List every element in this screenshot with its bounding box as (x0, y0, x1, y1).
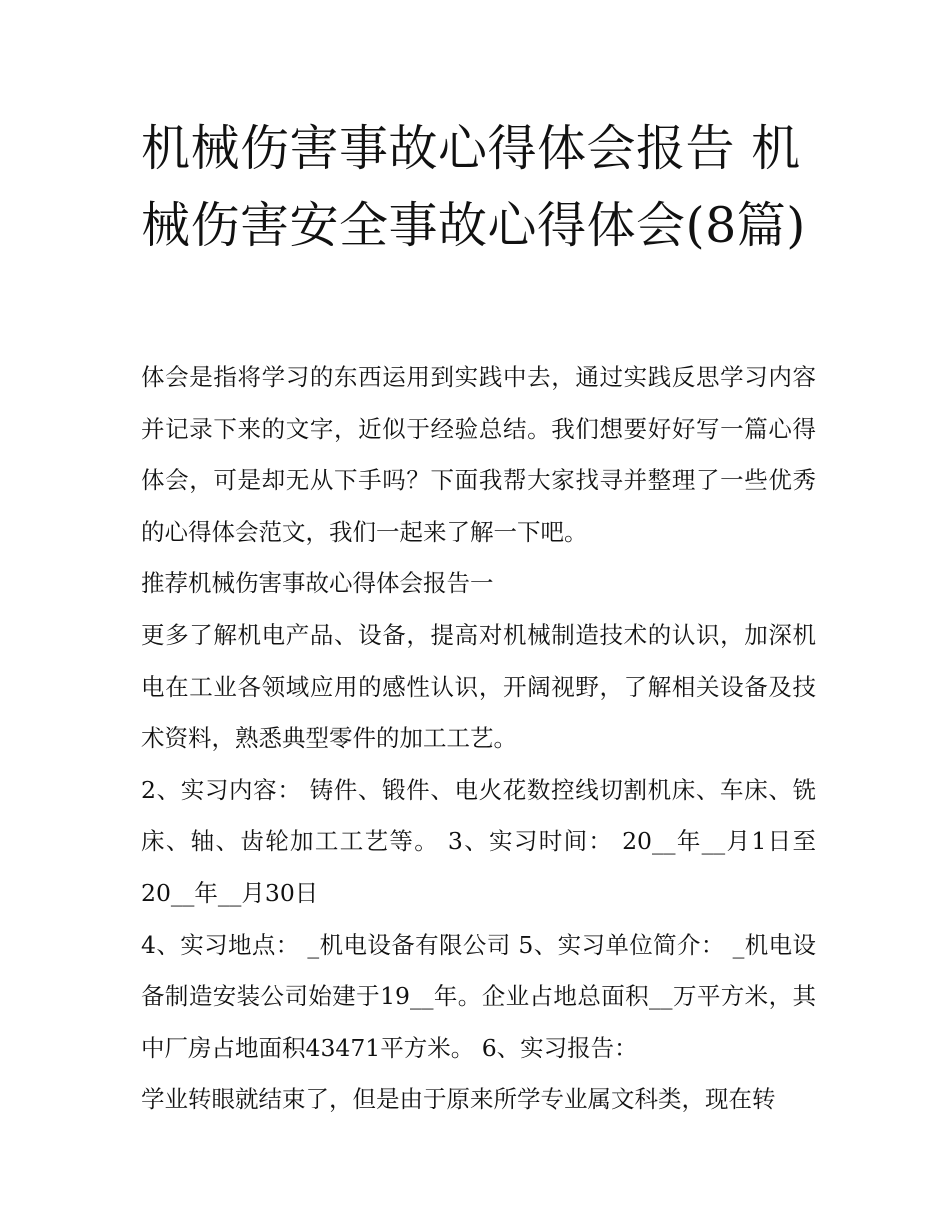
document-title: 机械伤害事故心得体会报告 机械伤害安全事故心得体会(8篇) (141, 120, 806, 254)
body-paragraph: 更多了解机电产品、设备，提高对机械制造技术的认识，加深机电在工业各领域应用的感性认识，开阔视野，了解相关设备及技术资料，熟悉典型零件的加工工艺。 (141, 620, 816, 753)
document-body (141, 352, 816, 1126)
internship-content-paragraph: 2、实习内容： 铸件、锻件、电火花数控线切割机床、车床、铣床、轴、齿轮加工工艺等。 3、实习时间： 20__年__月1日至20__年__月30日 (141, 775, 816, 907)
intro-paragraph: 体会是指将学习的东西运用到实践中去，通过实践反思学习内容并记录下来的文字，近似于经验总结。我们想要好好写一篇心得体会，可是却无从下手吗？下面我帮大家找寻并整理了一些优秀的心得体会范文，我们一起来了解一下吧。 (141, 363, 816, 546)
section-heading: 推荐机械伤害事故心得体会报告一 (141, 569, 494, 598)
body-paragraph: 学业转眼就结束了，但是由于原来所学专业属文科类，现在转 (141, 1085, 776, 1114)
internship-location-paragraph: 4、实习地点： _机电设备有限公司 5、实习单位简介： _机电设备制造安装公司始建于19__年。企业占地总面积__万平方米，其中厂房占地面积43471平方米。 6、实习报告： (141, 930, 816, 1062)
